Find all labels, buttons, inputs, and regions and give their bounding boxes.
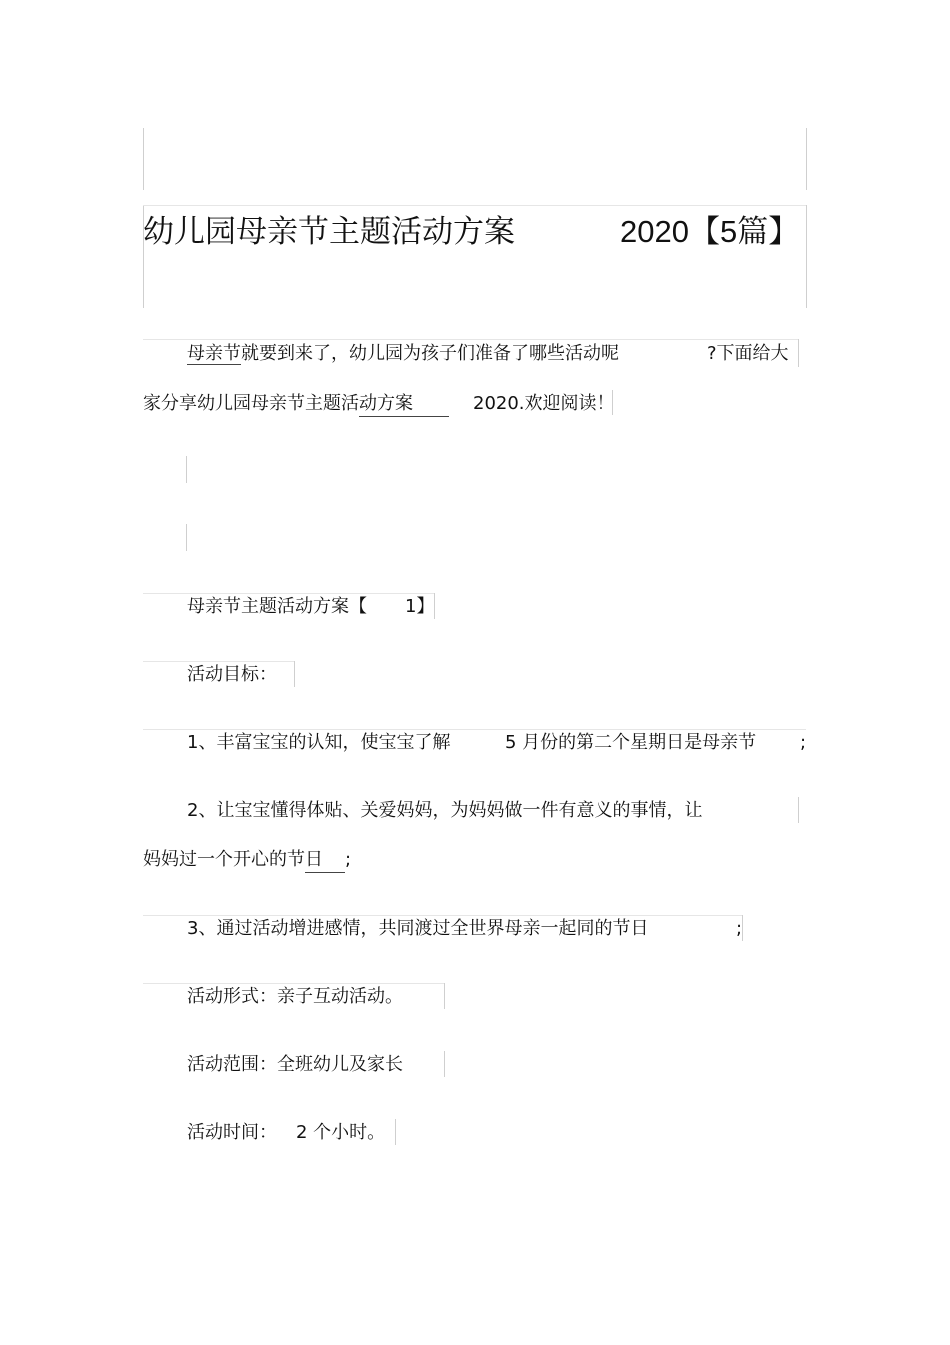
section-heading-num	[405, 595, 434, 619]
goal-1-c	[800, 731, 806, 755]
activity-plan-link[interactable]: 动方案	[359, 392, 449, 417]
intro-line-1	[187, 342, 619, 366]
guide-line	[143, 593, 434, 594]
guide-line	[798, 797, 799, 823]
activity-scope-text: 活动范围：全班幼儿及家长	[187, 1054, 403, 1075]
intro-line-2	[143, 392, 449, 417]
guide-line	[143, 729, 806, 730]
guide-line	[143, 128, 144, 190]
goal1-a: 1、丰富宝宝的认知，使宝宝了解	[187, 732, 451, 753]
guide-line	[143, 661, 294, 662]
guide-line	[186, 456, 187, 483]
goal3-a: 3、通过活动增进感情，共同渡过全世界母亲一起同的节日	[187, 918, 649, 939]
guide-line	[444, 983, 445, 1009]
intro-line1-end: ?下面给大	[707, 343, 789, 364]
goal1-c: ;	[800, 732, 807, 753]
guide-line	[444, 1051, 445, 1077]
page-title-suffix	[620, 212, 799, 252]
goal2-line2-b: 日	[305, 848, 345, 873]
activity-time-label: 活动时间：	[187, 1122, 277, 1143]
activity-form-text: 活动形式：亲子互动活动。	[187, 986, 403, 1007]
goal1-b: 5 月份的第二个星期日是母亲节	[505, 732, 757, 753]
intro-line-2-end	[473, 392, 615, 416]
goal2-line2-a: 妈妈过一个开心的节	[143, 849, 305, 870]
activity-time-text: 2 个小时。	[296, 1122, 386, 1143]
goal2-line2-c: ;	[345, 849, 352, 870]
guide-line	[186, 524, 187, 551]
activity-scope	[187, 1053, 403, 1077]
goal3-b: ;	[736, 918, 743, 939]
goals-label	[187, 663, 277, 687]
page-title	[143, 212, 515, 252]
activity-time-value	[296, 1121, 385, 1145]
section-heading-a: 母亲节主题活动方案【	[187, 596, 367, 617]
goal-2-line-2	[143, 848, 351, 873]
guide-line	[742, 915, 743, 941]
guide-line	[143, 205, 806, 206]
intro-line2-text: 家分享幼儿园母亲节主题活	[143, 393, 359, 414]
guide-line	[798, 339, 799, 367]
goal2-line1: 2、让宝宝懂得体贴、关爱妈妈，为妈妈做一件有意义的事情，让	[187, 800, 703, 821]
goal-1	[187, 731, 450, 755]
guide-line	[143, 339, 799, 340]
intro-line1-text: 就要到来了，幼儿园为孩子们准备了哪些活动呢	[241, 343, 619, 364]
intro-line2-end: 2020.欢迎阅读！	[473, 393, 615, 414]
guide-line	[806, 128, 807, 190]
title-suffix: 2020【5篇】	[620, 214, 800, 249]
intro-line-1-end	[707, 342, 789, 366]
section-heading	[187, 595, 367, 619]
activity-time	[187, 1121, 277, 1145]
goal-3	[187, 917, 648, 941]
goal-2-line-1	[187, 799, 702, 823]
guide-line	[143, 915, 742, 916]
section-heading-b: 1】	[405, 596, 435, 617]
guide-line	[806, 205, 807, 308]
mothers-day-link[interactable]: 母亲节	[187, 343, 241, 364]
guide-line	[294, 661, 295, 687]
goal-1-b	[505, 731, 756, 755]
guide-line	[395, 1119, 396, 1145]
title-main: 幼儿园母亲节主题活动方案	[143, 214, 515, 250]
guide-line	[143, 983, 444, 984]
activity-form	[187, 985, 403, 1009]
goals-label-text: 活动目标：	[187, 664, 277, 685]
goal-3-b	[736, 917, 742, 941]
